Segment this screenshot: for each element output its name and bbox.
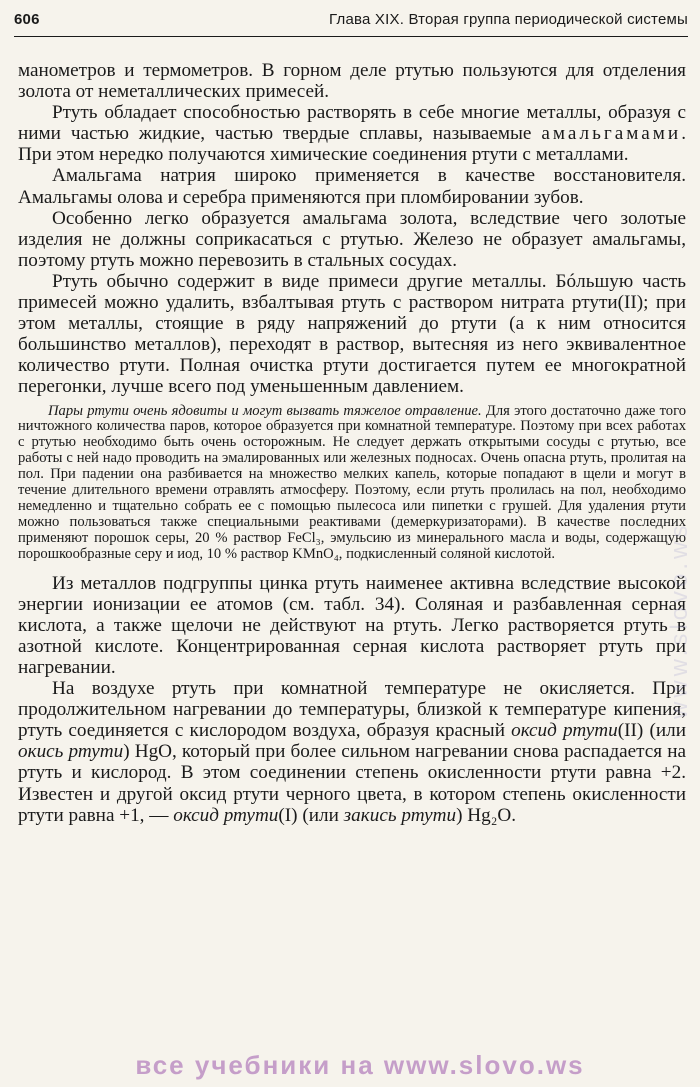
paragraph: Амальгама натрия широко применяется в качестве восстановителя. Амальгамы олова и серебра применяются при пломбировании зубов. <box>18 165 686 208</box>
paragraph: Из металлов подгруппы цинка ртуть наименее активна вследствие высокой энергии ионизации ее атомов (см. табл. 34). Соляная и разбавленная серная кислота, а также щелочи не действуют на ртуть. Легко растворяется ртуть в азотной кислоте. Концентрированная серная кислота растворяет ртуть при нагревании. <box>18 572 686 678</box>
running-header <box>14 10 688 37</box>
text-run: Ртуть обладает способностью растворять в себе многие металлы, образуя с ними частью жидкие, частью твердые сплавы, называемые <box>18 102 686 145</box>
note-paragraph <box>18 404 686 563</box>
paragraph <box>18 678 686 826</box>
paragraph: Ртуть обычно содержит в виде примеси другие металлы. Бóльшую часть примесей можно удалить, взбалтывая ртуть с раствором нитрата ртути(II); при этом металлы, стоящие в ряду напряжений до ртути (а к ним относится большинство металлов), переходят в раствор, вытесняя из него эквивалентное количество ртути. Полная очистка ртути достигается путем ее многократной перегонки, лучше всего под уменьшенным давлением. <box>18 270 686 398</box>
text-run: (II) (или <box>617 720 687 742</box>
note-italic-lead: Пары ртути очень ядовиты и могут вызвать тяжелое отравление. <box>48 402 482 419</box>
side-watermark: www.slovo.ws <box>666 521 693 719</box>
paragraph: манометров и термометров. В горном деле ртутью пользуются для отделения золота от неметаллических примесей. <box>18 60 686 103</box>
italic-term: оксид ртути <box>511 720 618 742</box>
italic-term: закись ртути <box>343 804 457 826</box>
chapter-title: Глава XIX. Вторая группа периодической системы <box>329 11 688 28</box>
italic-term: оксид ртути <box>173 804 279 826</box>
paragraph: Особенно легко образуется амальгама золота, вследствие чего золотые изделия не должны соприкасаться с ртутью. Железо не образует амальгамы, поэтому ртуть можно перевозить в стальных сосудах. <box>18 207 686 271</box>
text-run: ) HgO, который при более сильном нагревании снова распадается на ртуть и кислород. В этом соединении степень окисленности ртути равна +2. Известен и другой оксид ртути черного цвета, в котором степень окисленности ртути равна +1, — <box>18 741 686 826</box>
text-run: На воздухе ртуть при комнатной температуре не окисляется. При продолжительном нагревании до температуры, близкой к температуре кипения, ртуть соединяется с кислородом воздуха, образуя красный <box>18 678 686 742</box>
page-number: 606 <box>14 11 40 28</box>
text-run: ) Hg₂O. <box>456 804 517 826</box>
main-text <box>18 60 686 826</box>
paragraph <box>18 102 686 165</box>
italic-term: окись ртути <box>18 741 124 763</box>
bottom-watermark: все учебники на www.slovo.ws <box>135 1050 585 1080</box>
emphasized-term: амальгамами <box>541 123 682 145</box>
note-text: Для этого достаточно даже того ничтожного количества паров, которое образуется при комнатной температуре. Поэтому при всех работах с ртутью необходимо быть очень осторожным. Не следует держать открытыми сосуды с ртутью, все работы с ней надо проводить на эмалированных или железных подносах. Очень опасна ртуть, пролитая на пол. При падении она разбивается на множество мелких капель, которые попадают в щели и могут в течение длительного времени отравлять атмосферу. Поэтому, если ртуть пролилась на пол, необходимо немедленно и тщательно собрать ее с помощью пылесоса или пипетки с грушей. Для удаления ртути можно пользоваться также специальными реактивами (демеркуризаторами). В качестве последних применяют порошок серы, 20 % раствор FeCl₃, эмульсию из минерального масла и воды, содержащую порошкообразные серу и иод, 10 % раствор KMnO₄, подкисленный соляной кислотой. <box>18 402 686 562</box>
text-run: . При этом нередко получаются химические соединения ртути с металлами. <box>18 123 686 166</box>
text-run: (I) (или <box>278 804 344 826</box>
small-print-note <box>18 404 686 563</box>
